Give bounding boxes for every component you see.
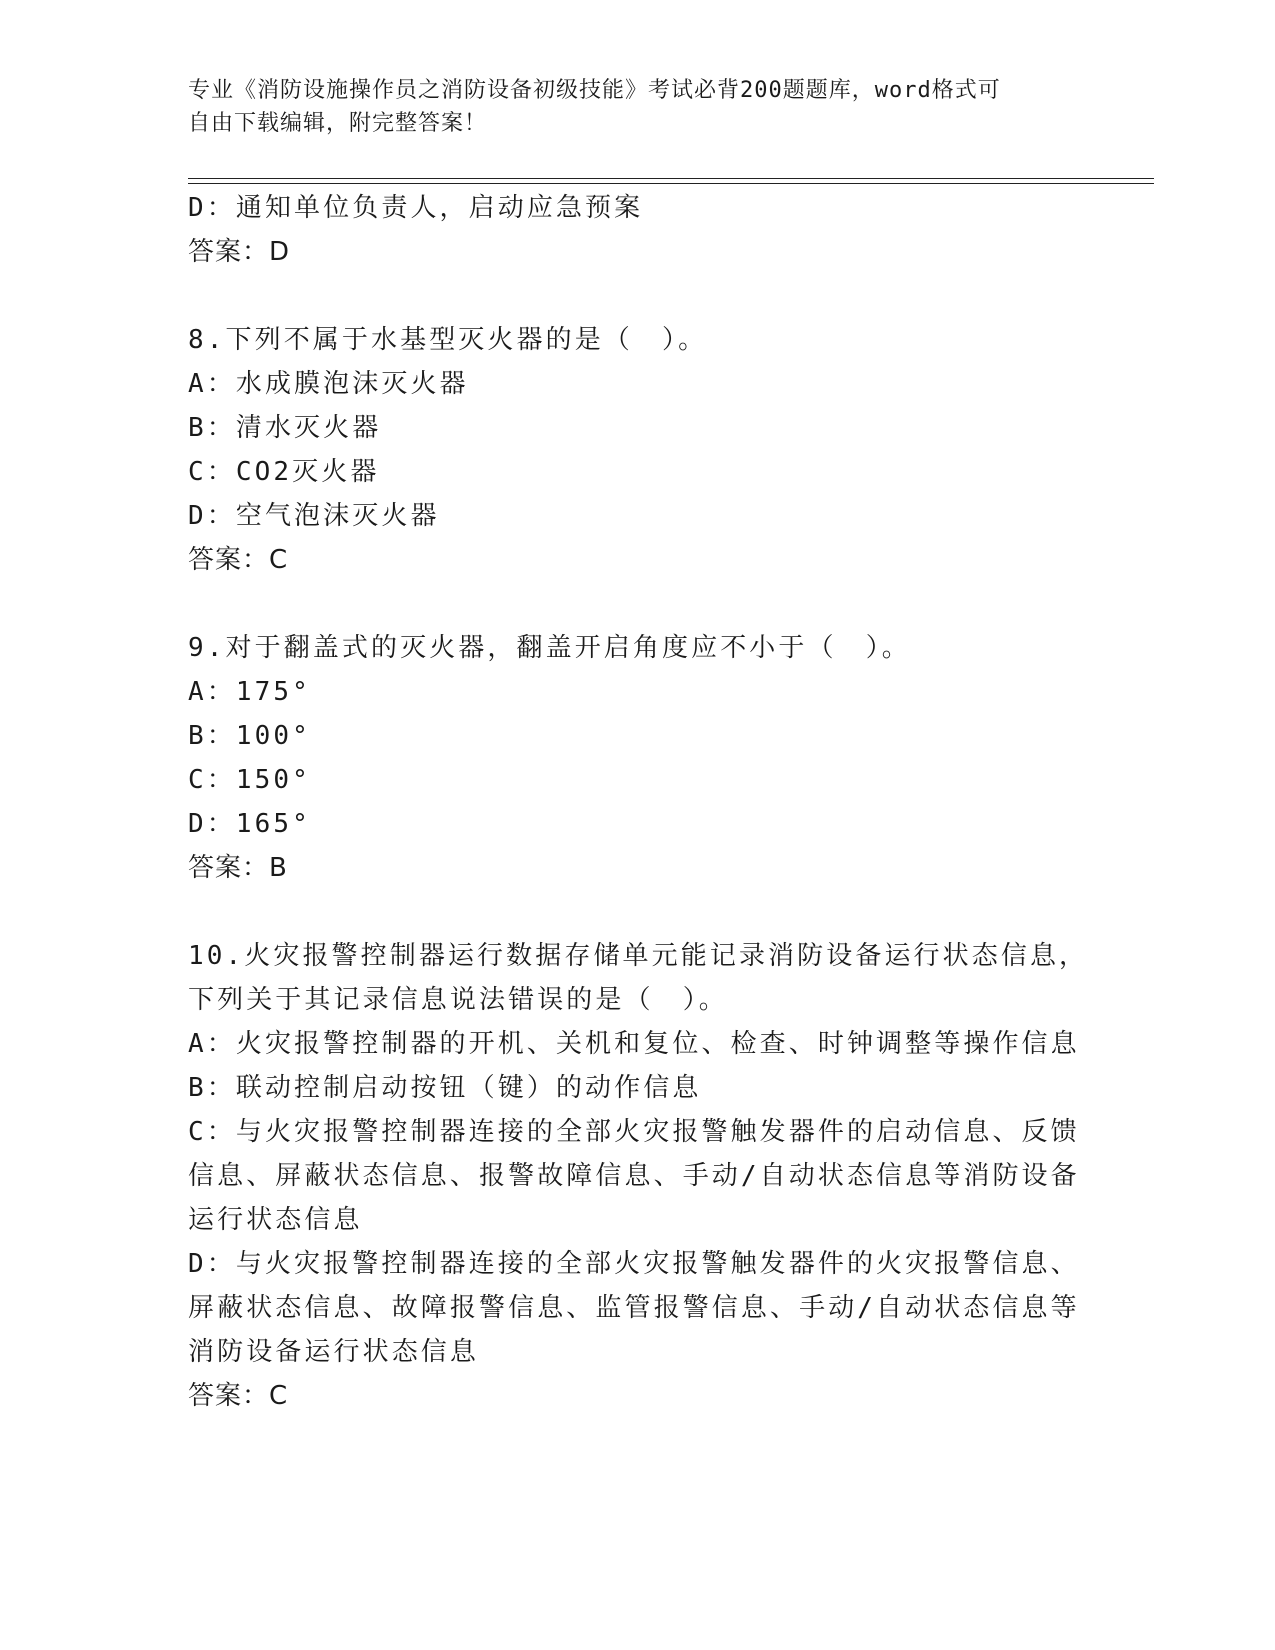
q10-option-c-line-3: 运行状态信息 — [188, 1205, 363, 1235]
q10-option-b: B：联动控制启动按钮（键）的动作信息 — [188, 1073, 702, 1103]
header-divider-top — [188, 178, 1154, 179]
q10-option-d-line-1: D：与火灾报警控制器连接的全部火灾报警触发器件的火灾报警信息、 — [188, 1249, 1080, 1279]
q10-option-d-line-3: 消防设备运行状态信息 — [188, 1337, 480, 1367]
q8-option-b: B：清水灭火器 — [188, 413, 382, 443]
q10-option-a: A：火灾报警控制器的开机、关机和复位、检查、时钟调整等操作信息 — [188, 1029, 1080, 1059]
q8-option-a: A：水成膜泡沫灭火器 — [188, 369, 469, 399]
header-line-1: 专业《消防设施操作员之消防设备初级技能》考试必背200题题库，word格式可 — [188, 78, 1001, 103]
q8-answer: 答案：C — [188, 545, 289, 575]
q7-option-d: D：通知单位负责人，启动应急预案 — [188, 193, 644, 223]
q7-answer: 答案：D — [188, 237, 291, 267]
q8-option-d: D：空气泡沫灭火器 — [188, 501, 440, 531]
q10-stem-line-2: 下列关于其记录信息说法错误的是（ ）。 — [188, 985, 728, 1015]
q9-stem: 9.对于翻盖式的灭火器，翻盖开启角度应不小于（ ）。 — [188, 633, 911, 663]
header-divider-bottom — [188, 183, 1154, 184]
q9-option-c: C：150° — [188, 765, 311, 795]
q8-option-c: C：CO2灭火器 — [188, 457, 380, 487]
document-header — [188, 74, 1068, 140]
q9-option-d: D：165° — [188, 809, 311, 839]
q10-option-c-line-1: C：与火灾报警控制器连接的全部火灾报警触发器件的启动信息、反馈 — [188, 1117, 1080, 1147]
q9-option-a: A：175° — [188, 677, 311, 707]
header-line-2: 自由下载编辑，附完整答案！ — [188, 111, 488, 136]
q9-option-b: B：100° — [188, 721, 311, 751]
q9-answer: 答案：B — [188, 853, 288, 883]
q8-stem: 8.下列不属于水基型灭火器的是（ ）。 — [188, 325, 708, 355]
q10-option-c-line-2: 信息、屏蔽状态信息、报警故障信息、手动/自动状态信息等消防设备 — [188, 1161, 1080, 1191]
q10-option-d-line-2: 屏蔽状态信息、故障报警信息、监管报警信息、手动/自动状态信息等 — [188, 1293, 1080, 1323]
q10-stem-line-1: 10.火灾报警控制器运行数据存储单元能记录消防设备运行状态信息， — [188, 941, 1089, 971]
q10-answer: 答案：C — [188, 1381, 289, 1411]
